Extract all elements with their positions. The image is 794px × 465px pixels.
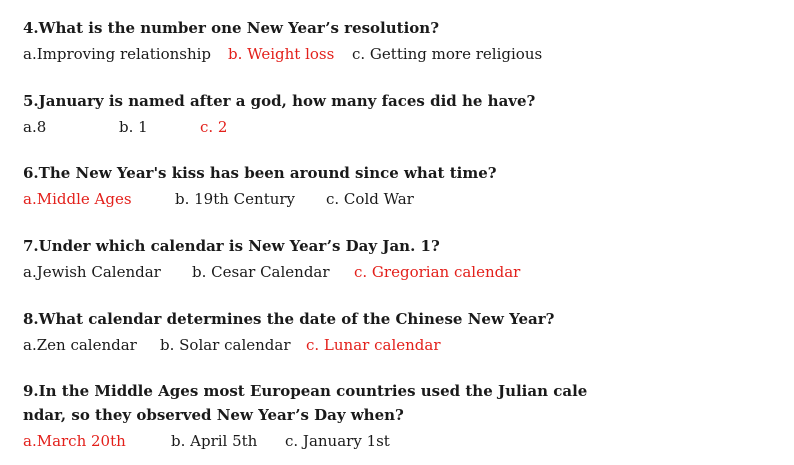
question-8: [23, 307, 593, 357]
question-text: 7.Under which calendar is New Year’s Day Jan. 1?: [23, 237, 440, 255]
answer-options: [23, 333, 593, 357]
option-c: c. January 1st: [285, 432, 390, 450]
answer-options: [23, 187, 593, 211]
option-a-correct: a.March 20th: [23, 432, 126, 450]
answer-options: [23, 42, 593, 66]
question-text: 6.The New Year's kiss has been around since what time?: [23, 164, 497, 182]
option-b-correct: b. Weight loss: [228, 45, 335, 63]
option-c-correct: c. Lunar calendar: [306, 336, 441, 354]
question-9: [23, 379, 593, 453]
question-text: 8.What calendar determines the date of the Chinese New Year?: [23, 310, 555, 328]
option-a-correct: a.Middle Ages: [23, 190, 132, 208]
question-text: 5.January is named after a god, how many faces did he have?: [23, 92, 536, 110]
option-c: c. Getting more religious: [352, 45, 543, 63]
question-text: 4.What is the number one New Year’s resolution?: [23, 19, 439, 37]
option-b: b. 19th Century: [175, 190, 296, 208]
question-5: [23, 89, 593, 139]
answer-options: [23, 429, 593, 453]
option-a: a.Improving relationship: [23, 45, 212, 63]
option-a: a.Zen calendar: [23, 336, 137, 354]
answer-options: [23, 115, 593, 139]
question-4: [23, 16, 593, 66]
option-c-correct: c. Gregorian calendar: [354, 263, 521, 281]
question-7: [23, 234, 593, 284]
option-c: c. Cold War: [326, 190, 414, 208]
option-b: b. 1: [119, 118, 148, 136]
question-text: 9.In the Middle Ages most European countries used the Julian calendar, so they observed New Year’s Day when?: [23, 382, 588, 424]
question-6: [23, 161, 593, 211]
option-c-correct: c. 2: [200, 118, 228, 136]
option-b: b. April 5th: [171, 432, 258, 450]
answer-options: [23, 260, 593, 284]
option-a: a.Jewish Calendar: [23, 263, 161, 281]
option-b: b. Cesar Calendar: [192, 263, 330, 281]
option-b: b. Solar calendar: [160, 336, 291, 354]
option-a: a.8: [23, 118, 47, 136]
